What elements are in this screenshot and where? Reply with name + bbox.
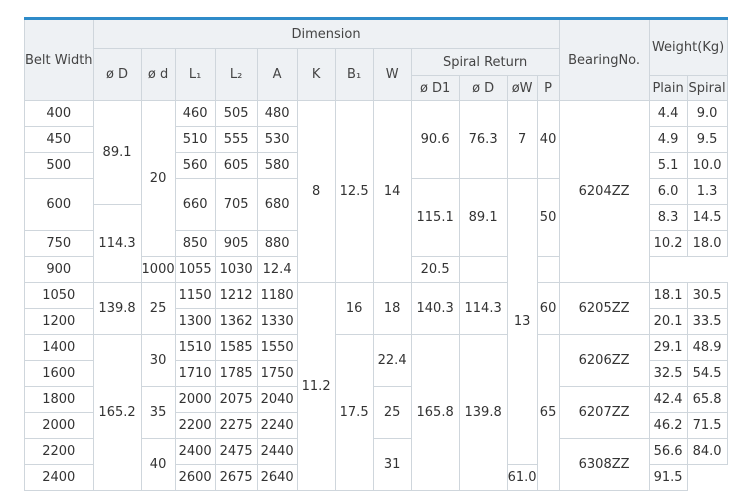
header-dimension: Dimension [93, 19, 559, 49]
header-spiral-phi-D1: ø D1 [411, 76, 459, 101]
spiral-W-cell: 7 [507, 101, 537, 179]
weight-spiral-cell: 18.0 [687, 231, 727, 257]
bearing-cell: 6207ZZ [559, 387, 649, 439]
L2-cell: 905 [215, 231, 257, 257]
belt-width-cell: 450 [25, 127, 94, 153]
belt-width-cell: 1200 [25, 309, 94, 335]
idler-spec-table [24, 17, 728, 491]
belt-width-cell: 900 [25, 257, 94, 283]
weight-spiral-cell: 14.5 [687, 205, 727, 231]
spiral-W-cell: 13 [507, 179, 537, 465]
header-phi-d: ø d [141, 49, 175, 101]
L1-cell: 1300 [175, 309, 215, 335]
belt-width-cell: 400 [25, 101, 94, 127]
weight-plain-cell: 4.9 [649, 127, 687, 153]
table-row [25, 335, 728, 361]
header-phi-D: ø D [93, 49, 141, 101]
spiral-D-cell: 139.8 [459, 335, 507, 491]
weight-plain-cell: 61.0 [507, 465, 537, 491]
L1-cell: 2000 [175, 387, 215, 413]
W-cell: 31 [373, 439, 411, 491]
weight-plain-cell: 46.2 [649, 413, 687, 439]
weight-plain-cell: 4.4 [649, 101, 687, 127]
weight-spiral-cell: 30.5 [687, 283, 727, 309]
weight-spiral-cell: 1.3 [687, 179, 727, 205]
L1-cell: 560 [175, 153, 215, 179]
L1-cell: 1150 [175, 283, 215, 309]
A-cell: 580 [257, 153, 297, 179]
belt-width-cell: 2200 [25, 439, 94, 465]
weight-plain-cell: 32.5 [649, 361, 687, 387]
W-cell: 22.4 [373, 335, 411, 387]
L2-cell: 555 [215, 127, 257, 153]
A-cell: 2640 [257, 465, 297, 491]
header-weight: Weight(Kg) [649, 19, 727, 76]
L2-cell: 705 [215, 179, 257, 231]
B1-cell: 17.5 [335, 335, 373, 491]
phi-d-cell: 30 [141, 335, 175, 387]
header-weight-plain: Plain [649, 76, 687, 101]
spiral-D1-cell: 90.6 [411, 101, 459, 179]
phi-d-cell: 40 [141, 439, 175, 491]
P-cell: 40 [537, 101, 559, 179]
A-cell: 2240 [257, 413, 297, 439]
A-cell: 680 [257, 179, 297, 231]
L1-cell: 2200 [175, 413, 215, 439]
A-cell: 530 [257, 127, 297, 153]
L2-cell: 1212 [215, 283, 257, 309]
weight-spiral-cell: 48.9 [687, 335, 727, 361]
A-cell: 1180 [257, 283, 297, 309]
W-cell: 14 [373, 101, 411, 283]
A-cell: 1330 [257, 309, 297, 335]
A-cell: 1750 [257, 361, 297, 387]
L2-cell: 1585 [215, 335, 257, 361]
bearing-cell: 6205ZZ [559, 283, 649, 335]
spiral-D1-cell: 115.1 [411, 179, 459, 257]
L1-cell: 2400 [175, 439, 215, 465]
L2-cell: 1362 [215, 309, 257, 335]
A-cell: 480 [257, 101, 297, 127]
weight-plain-cell: 18.1 [649, 283, 687, 309]
weight-plain-cell: 29.1 [649, 335, 687, 361]
weight-spiral-cell: 10.0 [687, 153, 727, 179]
L1-cell: 850 [175, 231, 215, 257]
phi-d-cell: 25 [141, 283, 175, 335]
header-spiral-return: Spiral Return [411, 49, 559, 76]
spec-table-container [24, 17, 728, 491]
weight-spiral-cell: 33.5 [687, 309, 727, 335]
header-belt-width: Belt Width [25, 19, 94, 101]
phi-d-cell: 35 [141, 387, 175, 439]
weight-plain-cell: 8.3 [649, 205, 687, 231]
L1-cell: 1710 [175, 361, 215, 387]
K-cell: 11.2 [297, 283, 335, 491]
header-A: A [257, 49, 297, 101]
A-cell: 2440 [257, 439, 297, 465]
B1-cell: 12.5 [335, 101, 373, 283]
L1-cell: 1000 [141, 257, 175, 283]
spiral-D-cell: 76.3 [459, 101, 507, 179]
table-row [25, 283, 728, 309]
L1-cell: 460 [175, 101, 215, 127]
weight-spiral-cell: 91.5 [649, 465, 687, 491]
A-cell: 1030 [215, 257, 257, 283]
header-bearing-no: BearingNo. [559, 19, 649, 101]
weight-plain-cell: 10.2 [649, 231, 687, 257]
weight-spiral-cell: 9.0 [687, 101, 727, 127]
P-cell: 50 [537, 179, 559, 257]
W-cell: 25 [373, 387, 411, 439]
L2-cell: 605 [215, 153, 257, 179]
L1-cell: 2600 [175, 465, 215, 491]
P-cell: 60 [537, 283, 559, 335]
weight-spiral-cell: 54.5 [687, 361, 727, 387]
bearing-cell: 6206ZZ [559, 335, 649, 387]
L2-cell: 1055 [175, 257, 215, 283]
weight-spiral-cell: 65.8 [687, 387, 727, 413]
L2-cell: 2275 [215, 413, 257, 439]
L1-cell: 1510 [175, 335, 215, 361]
header-L1: L₁ [175, 49, 215, 101]
bearing-cell: 6204ZZ [559, 101, 649, 283]
header-P: P [537, 76, 559, 101]
header-L2: L₂ [215, 49, 257, 101]
W-cell: 18 [373, 283, 411, 335]
L1-cell: 510 [175, 127, 215, 153]
belt-width-cell: 750 [25, 231, 94, 257]
B1-cell: 16 [335, 283, 373, 335]
A-cell: 2040 [257, 387, 297, 413]
phi-d-cell: 20 [141, 101, 175, 257]
header-spiral-phi-D: ø D [459, 76, 507, 101]
header-K: K [297, 49, 335, 101]
phi-D-cell: 89.1 [93, 101, 141, 205]
belt-width-cell: 1800 [25, 387, 94, 413]
spiral-D1-cell: 165.8 [411, 335, 459, 491]
weight-plain-cell: 56.6 [649, 439, 687, 465]
L1-cell: 660 [175, 179, 215, 231]
bearing-cell: 6308ZZ [559, 439, 649, 491]
weight-spiral-cell: 71.5 [687, 413, 727, 439]
header-W: W [373, 49, 411, 101]
weight-plain-cell: 20.1 [649, 309, 687, 335]
belt-width-cell: 1400 [25, 335, 94, 361]
belt-width-cell: 600 [25, 179, 94, 231]
spiral-D-cell: 114.3 [459, 283, 507, 335]
A-cell: 880 [257, 231, 297, 257]
header-spiral-phi-W: øW [507, 76, 537, 101]
L2-cell: 2075 [215, 387, 257, 413]
L2-cell: 1785 [215, 361, 257, 387]
header-weight-spiral: Spiral [687, 76, 727, 101]
weight-plain-cell: 12.4 [257, 257, 297, 283]
weight-plain-cell: 42.4 [649, 387, 687, 413]
header-B1: B₁ [335, 49, 373, 101]
spiral-D1-cell: 140.3 [411, 283, 459, 335]
phi-D-cell: 165.2 [93, 335, 141, 491]
P-cell: 65 [537, 335, 559, 491]
spiral-D-cell: 89.1 [459, 179, 507, 257]
K-cell: 8 [297, 101, 335, 283]
table-row [25, 101, 728, 127]
phi-D-cell: 139.8 [93, 283, 141, 335]
L2-cell: 2675 [215, 465, 257, 491]
L2-cell: 2475 [215, 439, 257, 465]
A-cell: 1550 [257, 335, 297, 361]
belt-width-cell: 2000 [25, 413, 94, 439]
weight-spiral-cell: 84.0 [687, 439, 727, 465]
belt-width-cell: 1050 [25, 283, 94, 309]
phi-D-cell: 114.3 [93, 205, 141, 283]
belt-width-cell: 2400 [25, 465, 94, 491]
weight-plain-cell: 6.0 [649, 179, 687, 205]
belt-width-cell: 1600 [25, 361, 94, 387]
belt-width-cell: 500 [25, 153, 94, 179]
L2-cell: 505 [215, 101, 257, 127]
weight-plain-cell: 5.1 [649, 153, 687, 179]
weight-spiral-cell: 9.5 [687, 127, 727, 153]
weight-spiral-cell: 20.5 [411, 257, 459, 283]
